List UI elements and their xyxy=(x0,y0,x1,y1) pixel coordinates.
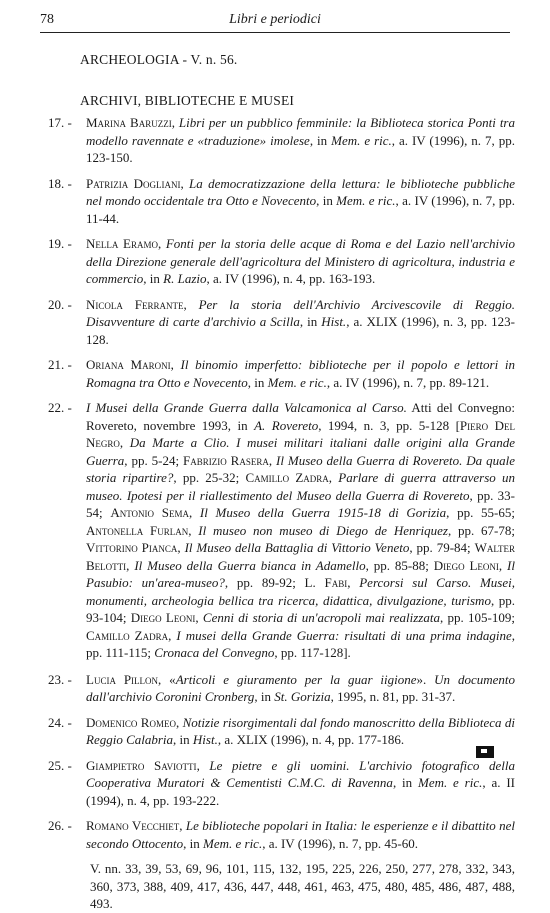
bibliography-entry xyxy=(40,235,515,288)
italic-text: Mem. e ric. xyxy=(417,775,483,790)
page-number: 78 xyxy=(40,12,54,27)
entry-text: , pp. 93-104; xyxy=(86,592,516,625)
entry-text: , in xyxy=(173,732,193,747)
author-name: Diego Leoni xyxy=(433,557,499,573)
entry-text: , in xyxy=(309,132,332,148)
italic-text: I musei della Grande Guerra: risultati di una prima indagine xyxy=(176,627,512,643)
entry-text: , in xyxy=(183,835,203,851)
italic-text: Mem. e ric. xyxy=(267,374,327,390)
italic-text: Il Pasubio: un'area-museo? xyxy=(86,557,515,590)
bibliography-entry xyxy=(40,714,515,749)
author-name: Diego Leoni xyxy=(130,610,196,625)
italic-text: Hist. xyxy=(321,314,347,329)
entry-text: , xyxy=(175,714,183,730)
italic-text: Il Museo della Guerra 1915-18 di Gorizia xyxy=(199,505,447,520)
entry-text: , in xyxy=(254,689,275,704)
entry-text: , pp. 5-24; xyxy=(124,452,184,468)
italic-text: Parlare di guerra attraverso un museo. Ipotesi per il riallestimento del Museo della Guerra di Rovereto xyxy=(86,470,515,503)
entry-text: , xyxy=(328,470,339,485)
italic-text: Le pietre e gli uomini. L'archivio fotografico della Cooperativa Muratori & Cementisti C.M.C. di Ravenna xyxy=(86,757,515,790)
author-name: Domenico Romeo xyxy=(86,714,176,730)
entry-text: , pp. 89-92; L. xyxy=(224,575,325,590)
italic-text: Il Museo della Guerra di Rovereto. Da quale storia ripartire? xyxy=(86,452,515,485)
entry-text: , pp. 25-32; xyxy=(173,470,246,485)
author-name: Walter Belotti xyxy=(86,540,516,573)
entry-text: , in xyxy=(143,271,164,286)
italic-text: Il binomio imperfetto: biblioteche per il popolo e lettori in Romagna tra Otto e Novecento xyxy=(86,357,515,390)
author-name: Romano Vecchiet xyxy=(86,818,180,833)
entry-text: , pp. 105-109; xyxy=(439,610,515,625)
italic-text: Mem. e ric. xyxy=(203,835,263,851)
entry-text: , pp. 111-115; xyxy=(86,627,516,660)
entry-text: , xyxy=(157,236,166,251)
entry-number: 22. - xyxy=(48,400,72,415)
entry-text: , a. IV (1996), n. 7, pp. 89-121. xyxy=(326,374,490,390)
entry-text: , xyxy=(188,505,200,520)
italic-text: Fonti per la storia delle acque di Roma e del Lazio nell'archivio della Direzione generale dell'agricoltura del Ministero di agricoltura, industria e commercio xyxy=(86,236,516,286)
section-archivi: ARCHIVI, BIBLIOTECHE E MUSEI xyxy=(80,93,295,108)
author-name: Antonio Sema xyxy=(110,505,189,520)
italic-text: Un documento dall'archivio Coronini Cronberg xyxy=(86,671,515,704)
entry-text: , pp. 85-88; xyxy=(365,557,434,573)
entry-text: , xyxy=(498,557,508,573)
entry-text: , xyxy=(126,557,135,573)
italic-text: St. Gorizia xyxy=(274,689,331,704)
entry-text: , a. XLIX (1996), n. 4, pp. 177-186. xyxy=(217,732,405,747)
italic-text: Cronaca del Convegno xyxy=(154,645,275,660)
entry-text: , xyxy=(177,540,185,555)
entry-text: , xyxy=(196,757,210,773)
author-name: Lucia Pillon xyxy=(86,671,159,687)
entry-text: , a. IV (1996), n. 4, pp. 163-193. xyxy=(206,271,376,286)
entry-text: , xyxy=(168,627,177,643)
italic-text: Libri per un pubblico femminile: la Biblioteca storica Ponti tra modello ravennate e «traduzione» imolese xyxy=(86,115,515,148)
italic-text: Notizie risorgimentali dal fondo manoscritto della Biblioteca di Reggio Calabria xyxy=(86,714,515,747)
italic-text: Mem. e ric. xyxy=(336,193,396,208)
author-name: Camillo Zadra xyxy=(245,470,329,485)
bibliography-entry xyxy=(40,175,515,228)
entry-text: , pp. 55-65; xyxy=(446,505,515,520)
author-name: Fabi xyxy=(324,575,348,590)
bibliography-entry xyxy=(40,757,515,810)
entry-text: , a. IV (1996), n. 7, pp. 123-150. xyxy=(86,132,515,165)
italic-text: Le biblioteche popolari in Italia: le esperienze e il dibattito nel secondo Ottocento xyxy=(86,818,515,851)
entry-number: 19. - xyxy=(48,236,72,251)
page-header xyxy=(40,10,510,33)
entry-text: , a. II (1994), n. 4, pp. 193-222. xyxy=(86,775,515,808)
bibliography-entry xyxy=(40,114,515,167)
entry-text: Atti del Convegno: Rovereto, novembre 1993, in xyxy=(86,400,515,433)
author-name: Fabrizio Rasera xyxy=(183,452,269,468)
entry-number: 24. - xyxy=(48,714,72,730)
italic-text: Per la storia dell'Archivio Arcivescovile di Reggio. Disavventure di carte d'archivio a Scilla xyxy=(86,296,515,329)
ink-mark xyxy=(476,746,494,758)
entry-number: 26. - xyxy=(48,818,72,833)
entry-text: ». xyxy=(416,671,435,687)
entry-text: , in xyxy=(316,193,337,208)
entry-text: , pp. 33-54; xyxy=(86,487,515,520)
italic-text: La democratizzazione della lettura: le biblioteche pubbliche nel mondo occidentale tra Otto e Novecento xyxy=(86,175,515,208)
bibliography-list xyxy=(40,114,515,913)
author-name: Piero Del Negro xyxy=(86,417,515,450)
author-name: Vittorino Pianca xyxy=(86,540,178,555)
section-archeologia: ARCHEOLOGIA - V. n. 56. xyxy=(80,52,238,67)
entry-text: , xyxy=(180,175,190,191)
entry-text: , xyxy=(171,115,179,130)
italic-text: Il Museo della Battaglia di Vittorio Veneto xyxy=(184,540,410,555)
entry-text: , xyxy=(347,575,360,590)
italic-text: Cenni di storia di un'acropoli mai realizzata xyxy=(202,610,440,625)
running-title: Libri e periodici xyxy=(229,12,321,27)
bibliography-entry xyxy=(40,671,515,706)
bibliography-entry xyxy=(40,356,515,391)
entry-number: 18. - xyxy=(48,175,72,191)
entry-text: , xyxy=(119,435,130,450)
italic-text: A. Rovereto xyxy=(254,417,319,433)
italic-text: R. Lazio xyxy=(163,271,207,286)
entry-text: , 1994, n. 3, pp. 5-128 [ xyxy=(318,417,460,433)
entry-number: 23. - xyxy=(48,671,72,687)
author-name: Marina Baruzzi xyxy=(86,115,172,130)
italic-text: I Musei della Grande Guerra dalla Valcamonica al Carso. xyxy=(86,400,407,415)
entry-text: , « xyxy=(158,671,176,687)
entry-text: , a. IV (1996), n. 7, pp. 45-60. xyxy=(262,835,418,851)
bibliography-entry xyxy=(40,296,515,349)
entry-text: , xyxy=(179,818,186,833)
author-name: Nicola Ferrante xyxy=(86,296,184,312)
italic-text: Hist. xyxy=(192,732,218,747)
entry-text: , xyxy=(195,610,203,625)
entry-text: , xyxy=(183,296,199,312)
italic-text: Il museo non museo di Diego de Henriquez xyxy=(198,522,448,538)
entry-text: , in xyxy=(247,374,268,390)
author-name: Oriana Maroni xyxy=(86,357,171,372)
entry-number: 20. - xyxy=(48,296,72,312)
entry-text: , pp. 117-128]. xyxy=(274,645,351,660)
italic-text: Articoli e giuramento per la guar iigione xyxy=(175,671,417,687)
entry-number: 17. - xyxy=(48,115,72,130)
entry-text: , pp. 79-84; xyxy=(409,540,475,555)
cross-references: V. nn. 33, 39, 53, 69, 96, 101, 115, 132, 195, 225, 226, 250, 277, 278, 332, 343, 360, 373, 388, 409, 417, 436, 447, 448, 461, 463, 475, 480, 485, 486, 487, 488, 493. xyxy=(90,861,515,911)
italic-text: Percorsi sul Carso. Musei, monumenti, archeologia bellica tra ricerca, didattica, divulgazione, turismo xyxy=(86,575,515,608)
author-name: Giampietro Saviotti xyxy=(86,757,197,773)
bibliography-entry xyxy=(40,817,515,852)
entry-text: , pp. 67-78; xyxy=(447,522,515,538)
entry-text: , xyxy=(170,357,181,372)
entry-number: 21. - xyxy=(48,357,72,372)
author-name: Antonella Furlan xyxy=(86,522,189,538)
italic-text: Da Marte a Clio. I musei militari italiani dalle origini alla Grande Guerra xyxy=(86,435,515,468)
author-name: Nella Eramo xyxy=(86,236,158,251)
entry-text: , xyxy=(188,522,199,538)
author-name: Patrizia Dogliani xyxy=(86,175,181,191)
italic-text: Mem. e ric. xyxy=(331,132,392,148)
entry-text: , xyxy=(268,452,277,468)
entry-text: , a. IV (1996), n. 7, pp. 11-44. xyxy=(86,193,515,226)
entry-text: , in xyxy=(299,314,322,329)
entry-text: , a. XLIX (1996), n. 3, pp. 123-128. xyxy=(86,314,515,347)
italic-text: Il Museo della Guerra bianca in Adamello xyxy=(134,557,366,573)
entry-text: , 1995, n. 81, pp. 31-37. xyxy=(330,689,456,704)
author-name: Camillo Zadra xyxy=(86,627,169,643)
bibliography-entry xyxy=(40,399,515,662)
entry-text: , in xyxy=(392,775,418,790)
entry-number: 25. - xyxy=(48,757,72,773)
